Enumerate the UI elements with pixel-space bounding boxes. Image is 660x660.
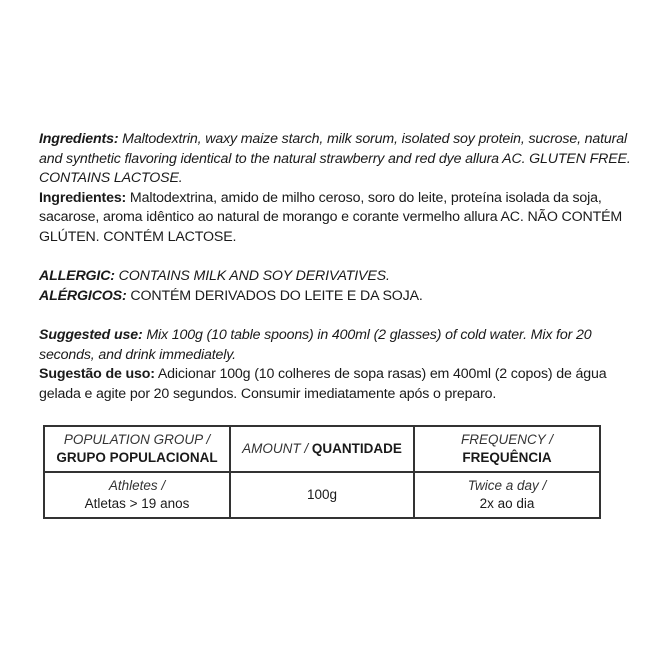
dosage-table	[43, 425, 601, 519]
allergic-en-text: CONTAINS MILK AND SOY DERIVATIVES.	[114, 268, 390, 284]
suggested-use-pt	[39, 365, 639, 404]
cell-frequency	[414, 472, 600, 518]
header-population-group-pt: GRUPO POPULACIONAL	[56, 450, 218, 465]
suggested-use-en	[39, 326, 639, 365]
header-frequency-en: FREQUENCY /	[460, 432, 553, 447]
allergic-pt-label: ALÉRGICOS:	[39, 287, 127, 304]
header-amount	[230, 426, 414, 472]
ingredients-en-text: Maltodextrin, waxy maize starch, milk sorum, isolated soy protein, sucrose, natural and synthetic flavoring identical to the natural strawberry and red dye allura AC. GLUTEN FREE. CONTAINS LACTOSE.	[39, 131, 631, 186]
allergic-pt-text: CONTÉM DERIVADOS DO LEITE E DA SOJA.	[126, 287, 423, 304]
cell-frequency-en: Twice a day /	[467, 478, 547, 493]
suggested-use-pt-text: Adicionar 100g (10 colheres de sopa rasas) em 400ml (2 copos) de água gelada e agite por 20 segundos. Consumir imediatamente após o preparo.	[39, 366, 607, 402]
header-population-group	[44, 426, 230, 472]
allergic-pt	[39, 287, 639, 307]
header-amount-pt: QUANTIDADE	[311, 441, 402, 456]
header-frequency-pt: FREQUÊNCIA	[462, 450, 552, 465]
suggested-use-en-label: Suggested use:	[39, 327, 143, 343]
cell-group-en: Athletes /	[108, 478, 166, 493]
ingredients-pt-text: Maltodextrina, amido de milho ceroso, soro do leite, proteína isolada da soja, sacarose, aroma idêntico ao natural de morango e corante vermelho allura AC. NÃO CONTÉM GLÚTEN. CONTÉM LACTOSE.	[39, 189, 623, 245]
suggested-use-en-text: Mix 100g (10 table spoons) in 400ml (2 glasses) of cold water. Mix for 20 seconds, and drink immediately.	[39, 327, 592, 363]
allergic-en-label: ALLERGIC:	[39, 268, 115, 284]
table-header-row	[44, 426, 600, 472]
cell-group-pt: Atletas > 19 anos	[84, 496, 190, 511]
product-label-text	[39, 130, 639, 404]
cell-amount: 100g	[230, 472, 414, 518]
ingredients-pt	[39, 189, 639, 248]
ingredients-pt-label: Ingredientes:	[39, 189, 127, 206]
header-frequency	[414, 426, 600, 472]
table-row	[44, 472, 600, 518]
header-population-group-en: POPULATION GROUP /	[63, 432, 211, 447]
suggested-use-pt-label: Sugestão de uso:	[39, 366, 155, 382]
header-amount-en: AMOUNT /	[242, 441, 312, 456]
ingredients-en	[39, 130, 639, 189]
allergic-en	[39, 267, 639, 287]
ingredients-en-label: Ingredients:	[39, 131, 119, 147]
cell-frequency-pt: 2x ao dia	[479, 496, 535, 511]
cell-population-group	[44, 472, 230, 518]
